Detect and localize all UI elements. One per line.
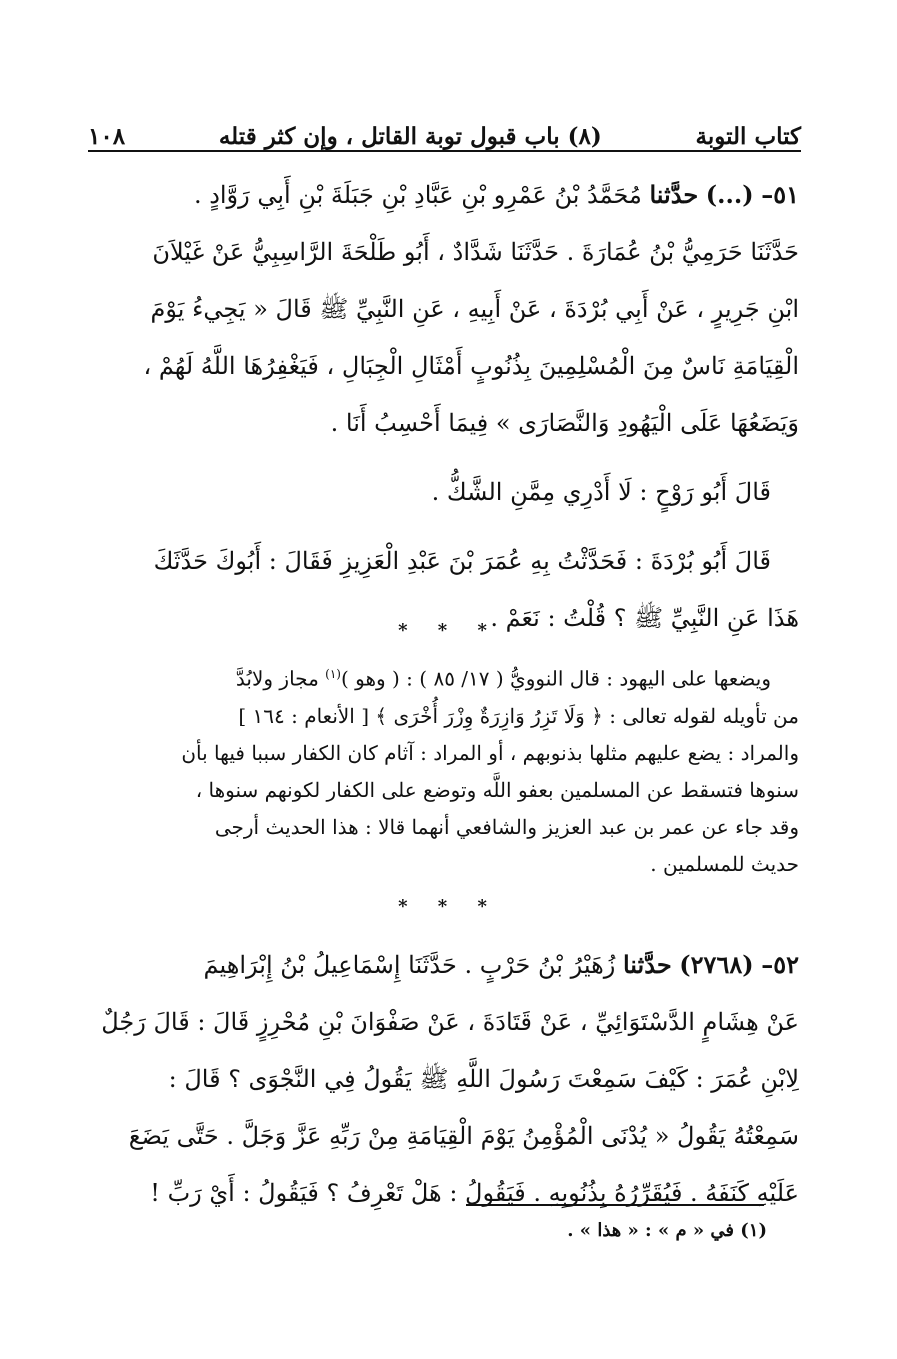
hadith-number: ٥١– [761,180,799,209]
commentary-line-5: وقد جاء عن عمر بن عبد العزيز والشافعي أنهما قالا : هذا الحديث أرجى [214,814,799,839]
abu-burda-line-2: هَذَا عَنِ النَّبِيِّ ﷺ ؟ قُلْتُ : نَعَمْ . [490,604,799,632]
hadith-51-line-4: الْقِيَامَةِ نَاسٌ مِنَ الْمُسْلِمِينَ بِذُنُوبٍ أَمْثَالِ الْجِبَالِ ، فَيَغْفِرُهَا اللَّهُ لَهُمْ ، [143,352,799,380]
hadith-51 [92,166,799,647]
chapter-title: (٨) باب قبول توبة القاتل ، وإن كثر قتله [218,123,602,150]
footnote-rule [466,1204,764,1206]
hadith-52-line-2: عَنْ هِشَامٍ الدَّسْتَوَائِيِّ ، عَنْ قَتَادَةَ ، عَنْ صَفْوَانَ بْنِ مُحْرِزٍ قَالَ : قَالَ رَجُلٌ [101,1008,799,1036]
commentary-text: مجاز ولابُدَّ [235,666,326,691]
hadith-51-line-2: حَدَّثَنَا حَرَمِيُّ بْنُ عُمَارَةَ . حَدَّثَنَا شَدَّادٌ ، أَبُو طَلْحَةَ الرَّاسِبِيُّ عَنْ غَيْلاَنَ [152,238,799,266]
hadith-number: ٥٢– [761,950,799,979]
haddathana: حدَّثنا [649,180,699,209]
header-rule [88,150,801,152]
hadith-text: مُحَمَّدُ بْنُ عَمْرِو بْنِ عَبَّادِ بْنِ جَبَلَةَ بْنِ أَبِي رَوَّادٍ . [193,181,642,209]
hadith-52-line-4: سَمِعْتُهُ يَقُولُ « يُدْنَى الْمُؤْمِنُ يَوْمَ الْقِيَامَةِ مِنْ رَبِّهِ عَزَّ وَجَلَّ . حَتَّى يَضَعَ [128,1122,799,1150]
footnote-marker: (١) [325,667,341,681]
commentary-text: ويضعها على اليهود : قال النوويُّ ( ١٧/ ٨٥ ) : ( وهو ) [340,666,771,691]
page-number: ١٠٨ [88,123,126,150]
hadith-52-line-5: عَلَيْهِ كَنَفَهُ . فَيُقَرِّرُهُ بِذُنُوبِهِ . فَيَقُولُ : هَلْ تَعْرِفُ ؟ فَيَقُولُ : أَيْ رَبِّ ! [150,1179,799,1207]
section-separator: * * * [398,620,499,641]
commentary-line-4: سنوها فتسقط عن المسلمين بعفو اللَّه وتوضع على الكفار لكونهم سنوها ، [195,777,799,802]
abu-burda-line-1: قَالَ أَبُو بُرْدَةَ : فَحَدَّثْتُ بِهِ عُمَرَ بْنَ عَبْدِ الْعَزِيزِ فَقَالَ : أَبُوكَ حَدَّثَكَ [153,547,771,575]
hadith-51-line-5: وَيَضَعُهَا عَلَى الْيَهُودِ وَالنَّصَارَى » فِيمَا أَحْسِبُ أَنَا . [330,409,799,437]
hadith-52 [92,936,799,1222]
hadith-text: زُهَيْرُ بْنُ حَرْبٍ . حَدَّثَنَا إِسْمَاعِيلُ بْنُ إِبْرَاهِيمَ [203,951,616,979]
hadith-reference: (٢٧٦٨) [679,950,754,979]
book-title: كتاب التوبة [695,123,801,150]
hadith-reference: (...) [705,180,754,209]
abu-rawh-note: قَالَ أَبُو رَوْحٍ : لَا أَدْرِي مِمَّنِ الشَّكُّ . [431,478,771,506]
haddathana: حدَّثنا [622,950,672,979]
section-separator: * * * [398,896,499,917]
commentary-line-3: والمراد : يضع عليهم مثلها بذنوبهم ، أو المراد : آثام كان الكفار سببا فيها بأن [181,740,799,765]
commentary-line-2: من تأويله لقوله تعالى : ﴿ وَلَا تَزِرُ وَازِرَةٌ وِزْرَ أُخْرَى ﴾ [ الأنعام : ١٦٤ ] [238,703,799,728]
commentary-line-6: حديث للمسلمين . [650,851,799,876]
hadith-52-line-3: لِابْنِ عُمَرَ : كَيْفَ سَمِعْتَ رَسُولَ اللَّهِ ﷺ يَقُولُ فِي النَّجْوَى ؟ قَالَ : [168,1065,799,1093]
hadith-51-line-1 [92,166,799,224]
hadith-52-line-1 [92,936,799,994]
commentary-line-1 [92,656,799,698]
commentary [92,656,799,883]
running-header [88,108,801,152]
footnote: (١) في « م » : « هذا » . [567,1220,767,1241]
hadith-51-line-3: ابْنِ جَرِيرٍ ، عَنْ أَبِي بُرْدَةَ ، عَنْ أَبِيهِ ، عَنِ النَّبِيِّ ﷺ قَالَ « يَجِيءُ يَوْمَ [150,295,799,323]
